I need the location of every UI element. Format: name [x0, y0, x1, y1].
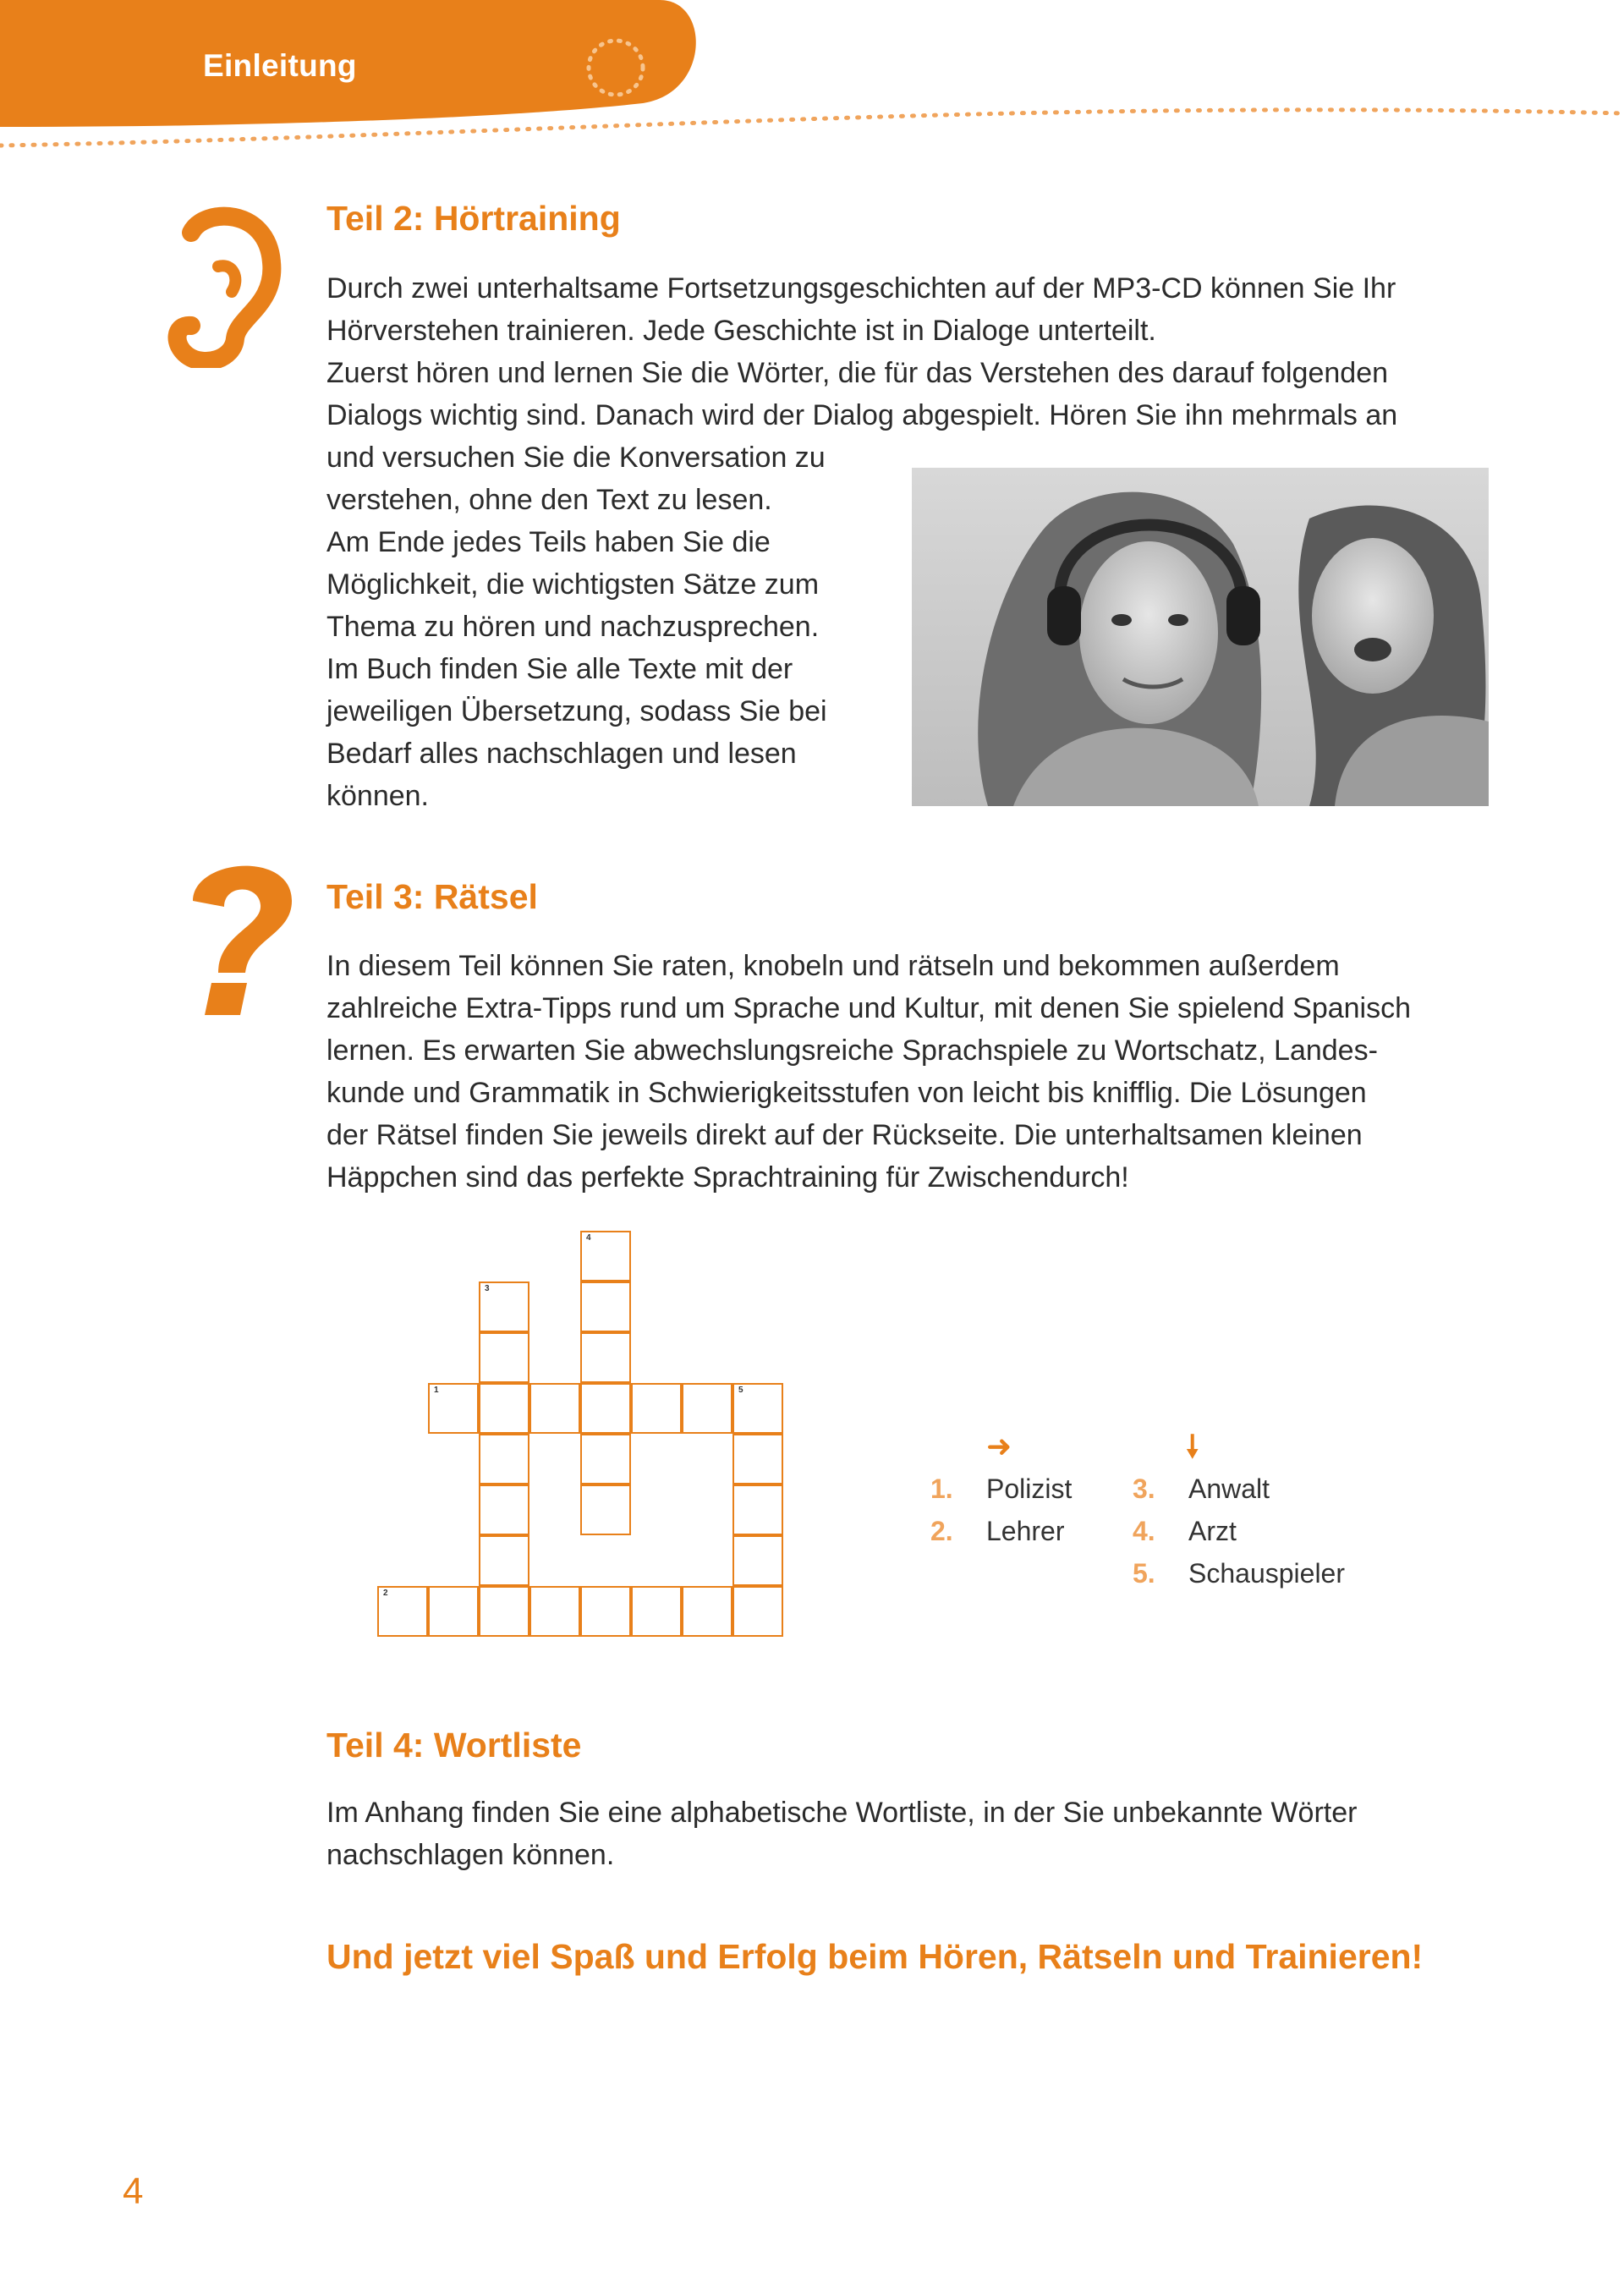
crossword-number: 4	[586, 1233, 591, 1243]
section4-heading: Teil 4: Wortliste	[326, 1726, 582, 1764]
crossword-cell[interactable]	[682, 1383, 732, 1434]
crossword-cell[interactable]	[479, 1535, 529, 1586]
crossword-grid	[372, 1231, 787, 1641]
crossword-number: 2	[383, 1589, 388, 1598]
crossword-cell[interactable]	[732, 1586, 783, 1637]
text-line: der Rätsel finden Sie jeweils direkt auf der Rückseite. Die unterhaltsamen kleinen	[326, 1119, 1363, 1151]
text-line: Hörverstehen trainieren. Jede Geschichte ist in Dialoge unterteilt.	[326, 315, 1156, 347]
text-line: und versuchen Sie die Konversation zu	[326, 442, 826, 474]
header-title: Einleitung	[203, 48, 357, 83]
page-number: 4	[123, 2171, 144, 2212]
crossword-cell[interactable]	[479, 1281, 529, 1332]
crossword-cell[interactable]	[580, 1332, 631, 1383]
headphones-photo	[912, 468, 1489, 806]
crossword-cell[interactable]	[479, 1485, 529, 1535]
crossword-cell[interactable]	[682, 1586, 732, 1637]
clue-item: 5. Schauspieler	[1133, 1558, 1345, 1589]
crossword-cell[interactable]	[631, 1383, 682, 1434]
crossword-cell[interactable]	[479, 1332, 529, 1383]
clue-item: 1. Polizist	[930, 1474, 1073, 1504]
crossword-cell[interactable]	[580, 1485, 631, 1535]
ear-icon	[157, 199, 284, 368]
header-band	[0, 0, 1624, 169]
clue-item: 4. Arzt	[1133, 1516, 1237, 1546]
crossword-cell[interactable]	[631, 1586, 682, 1637]
text-line: Im Anhang finden Sie eine alphabetische Wortliste, in der Sie unbekannte Wörter	[326, 1797, 1358, 1829]
crossword-cell[interactable]	[580, 1231, 631, 1281]
crossword-cell[interactable]	[580, 1281, 631, 1332]
section2-paragraph-narrow	[326, 436, 885, 817]
section2-heading: Teil 2: Hörtraining	[326, 199, 621, 238]
across-arrow-icon: ➜	[986, 1429, 1012, 1463]
crossword-cell[interactable]	[377, 1586, 428, 1637]
crossword-cell[interactable]	[428, 1586, 479, 1637]
text-line: verstehen, ohne den Text zu lesen.	[326, 484, 772, 516]
down-arrow-icon: 🠗	[1186, 1429, 1199, 1463]
crossword-number: 3	[485, 1284, 490, 1293]
text-line: lernen. Es erwarten Sie abwechslungsreiche Sprachspiele zu Wortschatz, Landes-	[326, 1034, 1378, 1067]
crossword-clues	[922, 1430, 1396, 1599]
section3-heading: Teil 3: Rätsel	[326, 877, 538, 916]
clue-item: 3. Anwalt	[1133, 1474, 1270, 1504]
section2-paragraph	[326, 267, 1494, 436]
crossword-cell[interactable]	[580, 1434, 631, 1485]
text-line: In diesem Teil können Sie raten, knobeln und rätseln und bekommen außerdem	[326, 950, 1340, 982]
text-line: Thema zu hören und nachzusprechen.	[326, 611, 820, 643]
crossword-number: 1	[434, 1386, 439, 1395]
crossword-cell[interactable]	[479, 1383, 529, 1434]
text-line: können.	[326, 780, 429, 812]
text-line: nachschlagen können.	[326, 1839, 615, 1871]
question-mark-icon	[178, 854, 304, 1015]
crossword-cell[interactable]	[479, 1434, 529, 1485]
text-line: Zuerst hören und lernen Sie die Wörter, die für das Verstehen des darauf folgenden	[326, 357, 1389, 389]
crossword-number: 5	[738, 1386, 743, 1395]
text-line: Durch zwei unterhaltsame Fortsetzungsgeschichten auf der MP3-CD können Sie Ihr	[326, 272, 1396, 305]
crossword-cell[interactable]	[580, 1383, 631, 1434]
crossword-cell[interactable]	[580, 1586, 631, 1637]
crossword-cell[interactable]	[732, 1535, 783, 1586]
clue-item: 2. Lehrer	[930, 1516, 1065, 1546]
crossword-cell[interactable]	[428, 1383, 479, 1434]
section3-paragraph	[326, 945, 1494, 1199]
text-line: Bedarf alles nachschlagen und lesen	[326, 738, 797, 770]
text-line: Im Buch finden Sie alle Texte mit der	[326, 653, 793, 685]
text-line: zahlreiche Extra-Tipps rund um Sprache und Kultur, mit denen Sie spielend Spanisch	[326, 992, 1412, 1024]
closing-statement: Und jetzt viel Spaß und Erfolg beim Hören, Rätseln und Trainieren!	[326, 1937, 1424, 1976]
crossword-cell[interactable]	[479, 1586, 529, 1637]
text-line: jeweiligen Übersetzung, sodass Sie bei	[326, 695, 827, 727]
crossword-cell[interactable]	[732, 1434, 783, 1485]
crossword-cell[interactable]	[732, 1485, 783, 1535]
section4-paragraph	[326, 1792, 1494, 1876]
crossword-cell[interactable]	[529, 1586, 580, 1637]
text-line: Möglichkeit, die wichtigsten Sätze zum	[326, 568, 820, 601]
text-line: Häppchen sind das perfekte Sprachtraining für Zwischendurch!	[326, 1161, 1129, 1194]
crossword-cell[interactable]	[529, 1383, 580, 1434]
crossword-cell[interactable]	[732, 1383, 783, 1434]
text-line: Am Ende jedes Teils haben Sie die	[326, 526, 771, 558]
text-line: Dialogs wichtig sind. Danach wird der Dialog abgespielt. Hören Sie ihn mehrmals an	[326, 399, 1398, 431]
text-line: kunde und Grammatik in Schwierigkeitsstufen von leicht bis knifflig. Die Lösungen	[326, 1077, 1367, 1109]
